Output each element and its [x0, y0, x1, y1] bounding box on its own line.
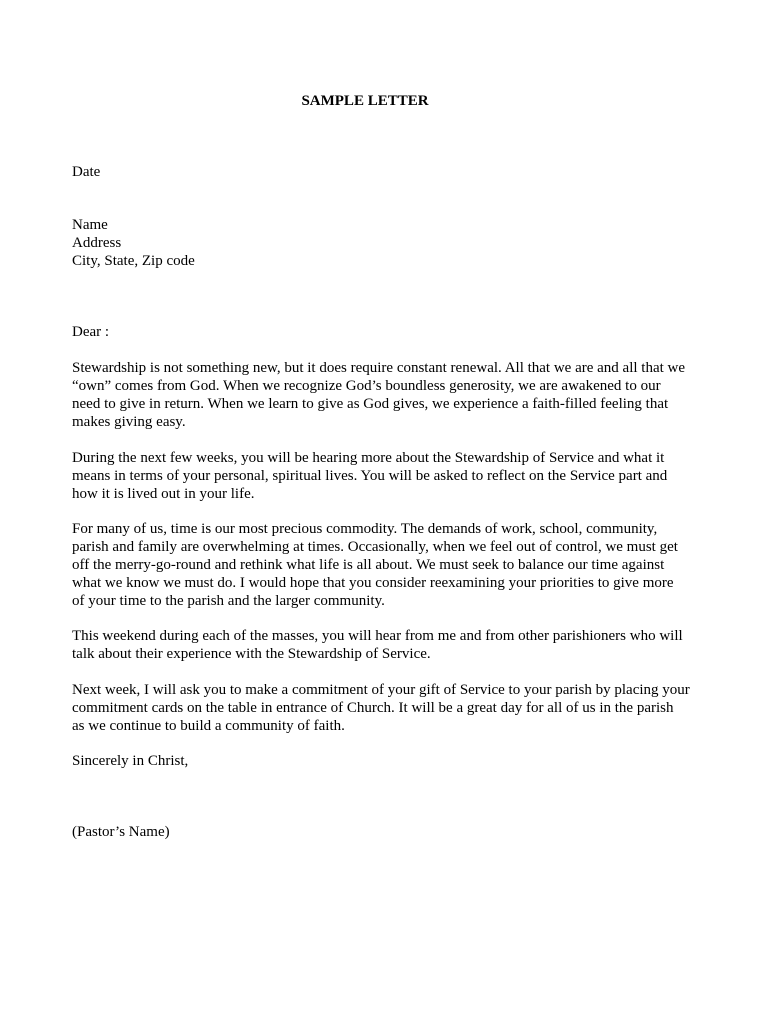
paragraph-line: makes giving easy.	[72, 414, 186, 430]
paragraph	[72, 627, 712, 663]
paragraph-line: what we know we must do. I would hope that you consider reexamining your priorities to give more	[72, 575, 674, 591]
paragraph-line: how it is lived out in your life.	[72, 486, 255, 502]
paragraph-line: as we continue to build a community of faith.	[72, 718, 345, 734]
paragraph-line: This weekend during each of the masses, you will hear from me and from other parishioners who will	[72, 628, 683, 644]
recipient-address	[72, 216, 712, 270]
paragraph-line: need to give in return. When we learn to give as God gives, we experience a faith-filled feeling that	[72, 396, 669, 412]
paragraph-line: talk about their experience with the Stewardship of Service.	[72, 646, 431, 662]
paragraph	[72, 449, 712, 503]
paragraph-line: off the merry-go-round and rethink what life is all about. We must seek to balance our time against	[72, 557, 665, 573]
paragraph-line: Next week, I will ask you to make a commitment of your gift of Service to your parish by placing your	[72, 682, 690, 698]
paragraph-line: During the next few weeks, you will be hearing more about the Stewardship of Service and what it	[72, 450, 665, 466]
paragraph	[72, 681, 712, 735]
paragraph-line: means in terms of your personal, spiritual lives. You will be asked to reflect on the Service part and	[72, 468, 668, 484]
paragraph-line: commitment cards on the table in entrance of Church. It will be a great day for all of us in the parish	[72, 700, 674, 716]
paragraph-line: “own” comes from God. When we recognize God’s boundless generosity, we are awakened to our	[72, 378, 661, 394]
paragraph-line: of your time to the parish and the larger community.	[72, 593, 385, 609]
paragraph-line: Stewardship is not something new, but it does require constant renewal. All that we are and all that we	[72, 360, 686, 376]
paragraph-line: parish and family are overwhelming at times. Occasionally, when we feel out of control, we must get	[72, 539, 678, 555]
letter-title: SAMPLE LETTER	[301, 93, 429, 109]
recipient-name: Name	[72, 217, 108, 233]
paragraph-line: For many of us, time is our most precious commodity. The demands of work, school, community,	[72, 521, 658, 537]
signature: (Pastor’s Name)	[72, 824, 170, 840]
recipient-city-state-zip: City, State, Zip code	[72, 253, 195, 269]
paragraph	[72, 520, 712, 610]
closing: Sincerely in Christ,	[72, 753, 189, 769]
salutation: Dear :	[72, 324, 110, 340]
paragraph	[72, 359, 712, 431]
date-line: Date	[72, 164, 101, 180]
recipient-street: Address	[72, 235, 122, 251]
